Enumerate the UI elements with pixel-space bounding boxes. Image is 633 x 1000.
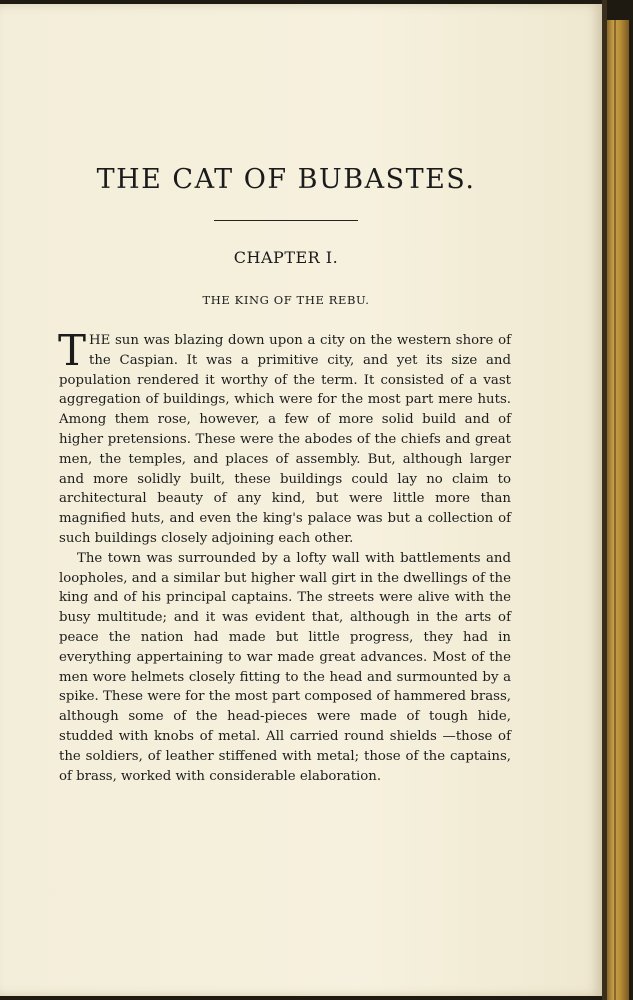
chapter-heading: CHAPTER I. <box>233 248 339 267</box>
title-divider <box>214 220 358 221</box>
paragraph-2: The town was surrounded by a lofty wall with battlements and loopholes, and a similar but higher wall girt in the dwellings of the king and of his principal captains. The streets were alive with the busy multitude; and it was evident that, although in the arts of peace the nation had made but little progress, they had in everything appertaining to war made great advances. Most of the men wore helmets closely fitting to the head and surmounted by a spike. These were for the most part composed of hammered brass, although some of the head-pieces were made of tough hide, studded with knobs of metal. All carried round shields —those of the soldiers, of leather stiffened with metal; those of the captains, of brass, worked with considerable elaboration. <box>59 550 511 784</box>
chapter-body <box>58 326 511 786</box>
page-paper <box>0 4 602 996</box>
drop-cap: T <box>58 326 87 375</box>
gilt-edge-line <box>614 20 616 1000</box>
paragraph-1-text: HE sun was blazing down upon a city on the western shore of the Caspian. It was a primitive city, and yet its size and population rendered it worthy of the term. It consisted of a vast aggregation of buildings, which were for the most part mere huts. Among them rose, however, a few of more solid build and of higher pretensions. These were the abodes of the chiefs and great men, the temples, and places of assembly. But, although larger and more solidly built, these buildings could lay no claim to architectural beauty of any kind, but were little more than magnified huts, and even the king's palace was but a collection of such buildings closely adjoining each other. <box>59 333 511 546</box>
chapter-subtitle: THE KING OF THE REBU. <box>202 293 370 307</box>
gilt-page-edges <box>607 20 629 1000</box>
paragraph-1 <box>58 326 511 549</box>
book-title: THE CAT OF BUBASTES. <box>96 164 476 195</box>
